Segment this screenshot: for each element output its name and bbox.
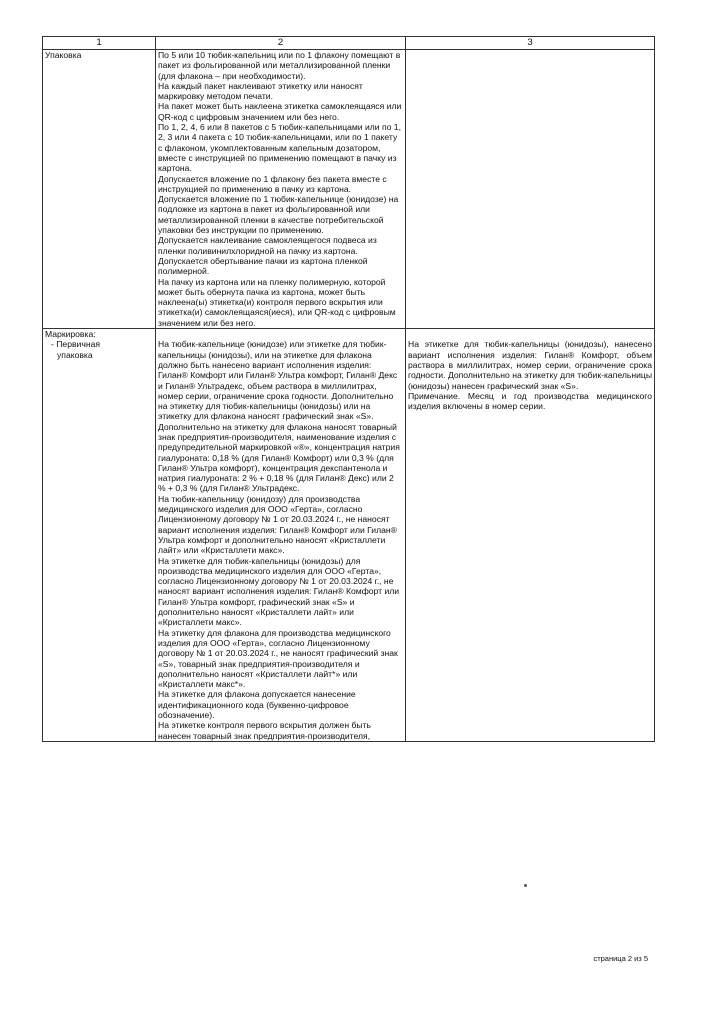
header-col2: 2: [156, 37, 406, 50]
packaging-paragraph: По 1, 2, 4, 6 или 8 пакетов с 5 тюбик-капельницами или по 1, 2, 3 или 4 пакета с 10 тюбик-капельницами, или по 1 пакету с флаконом, укомплектованным капельным дозатором, вместе с инструкцией по применению помещают в пачку из картона.: [158, 122, 401, 174]
packaging-paragraph: Допускается вложение по 1 флакону без пакета вместе с инструкцией по применению в пачку из картона.: [158, 173, 387, 194]
marking-paragraph: На тюбик-капельнице (юнидозе) или этикетке для тюбик-капельницы (юнидозы), или на этикетке для флакона должно быть нанесено вариант исполнения изделия: Гилан® Комфорт или Гилан® Ультра комфорт, Гилан® Декс и Гилан® Ультрадекс, объем раствора в миллилитрах, номер серии, ограничение срока годности. Дополнительно на этикетку для тюбик-капельницы (юнидозы) или на этикетку для флакона наносят графический знак «S».: [158, 339, 398, 422]
marking-example: [406, 329, 655, 742]
packaging-label: Упаковка: [43, 50, 156, 329]
packaging-row: [43, 50, 655, 329]
header-row: [43, 37, 655, 50]
marking-paragraph: На этикетке для флакона допускается нанесение идентификационного кода (буквенно-цифровое обозначение).: [158, 689, 356, 720]
marking-paragraph: На этикетке для тюбик-капельницы (юнидозы) для производства медицинского изделия для ООО «Герта», согласно Лицензионному договору № 1 от 20.03.2024 г., не наносят вариант исполнения изделия: Гилан® Комфорт или Гилан® Ультра комфорт, графический знак «S» и дополнительно наносят «Кристаллети лайт» или «Кристаллети макс».: [158, 555, 400, 628]
marking-sublabel: - Первичная упаковка: [51, 339, 101, 360]
marking-label-cell: [43, 329, 156, 742]
marking-paragraph: На тюбик-капельницу (юнидозу) для производства медицинского изделия для ООО «Герта», согласно Лицензионному договору № 1 от 20.03.2024 г., не наносят вариант исполнения изделия: Гилан® Комфорт или Гилан® Ультра комфорт и дополнительно наносят «Кристаллети лайт» или «Кристаллети макс».: [158, 493, 397, 556]
scan-dot: [524, 884, 527, 887]
marking-example-paragraph: На этикетке для тюбик-капельницы (юнидозы), нанесено вариант исполнения изделия: Гилан® Комфорт, объем раствора в миллилитрах, номер серии, ограничение срока годности. Дополнительно на этикетку для тюбик-капельницы (юнидозы) нанесен графический знак «S».: [408, 339, 652, 391]
marking-row: [43, 329, 655, 742]
marking-paragraph: На этикетку для флакона для производства медицинского изделия для ООО «Герта», согласно Лицензионному договору № 1 от 20.03.2024 г., не наносят графический знак «S», товарный знак предприятия-производителя и дополнительно наносят «Кристаллети лайт*» или «Кристаллети макс*».: [158, 627, 398, 690]
marking-paragraph: Дополнительно на этикетку для флакона наносят товарный знак предприятия-производителя, наименование изделия с предупредительной маркировкой «®», концентрация натрия гиалуроната: 0,18 % (для Гилан® Комфорт) или 0,3 % (для Гилан® Ультра комфорт), концентрация декспантенола и натрия гиалуроната: 2 % + 0,18 % (для Гилан® Декс) или 2 % + 0,3 % (для Гилан® Ультрадекс.: [158, 421, 400, 494]
marking-label: Маркировка:: [45, 329, 96, 340]
packaging-paragraph: По 5 или 10 тюбик-капельниц или по 1 флакону помещают в пакет из фольгированной или металлизированной пленки (для флакона – при необходимости).: [158, 50, 401, 81]
marking-paragraph: На этикетке контроля первого вскрытия должен быть нанесен товарный знак предприятия-производителя,: [158, 720, 371, 741]
packaging-paragraph: На каждый пакет наклеивают этикетку или наносят маркировку методом печати.: [158, 80, 363, 102]
packaging-paragraph: Допускается обертывание пачки из картона пленкой полимерной.: [158, 255, 368, 277]
packaging-paragraph: На пакет может быть наклеена этикетка самоклеящаяся или QR-код с цифровым значением или без него.: [158, 101, 402, 122]
header-col1: 1: [43, 37, 156, 50]
packaging-description: [156, 50, 406, 329]
page-number: страница 2 из 5: [593, 954, 648, 963]
packaging-col3: [406, 50, 655, 329]
packaging-paragraph: Допускается вложение по 1 тюбик-капельнице (юнидозе) на подложке из картона в пакет из фольгированной или металлизированной пленки в качестве потребительской упаковки без инструкции по применению.: [158, 194, 399, 236]
packaging-paragraph: Допускается наклеивание самоклеящегося подвеса из пленки поливинилхлоридной на пачку из картона.: [158, 235, 377, 256]
marking-note: Примечание. Месяц и год производства медицинского изделия включены в номер серии.: [408, 390, 652, 412]
spec-table: [42, 36, 655, 742]
packaging-paragraph: На пачку из картона или на пленку полимерную, которой может быть обернута пачка из картона, может быть наклеена(ы) этикетка(и) контроля первого вскрытия или этикетка(и) самоклеящаяся(иеся), или QR-код с цифровым значением или без него.: [158, 276, 396, 328]
header-col3: 3: [406, 37, 655, 50]
marking-description: [156, 329, 406, 742]
